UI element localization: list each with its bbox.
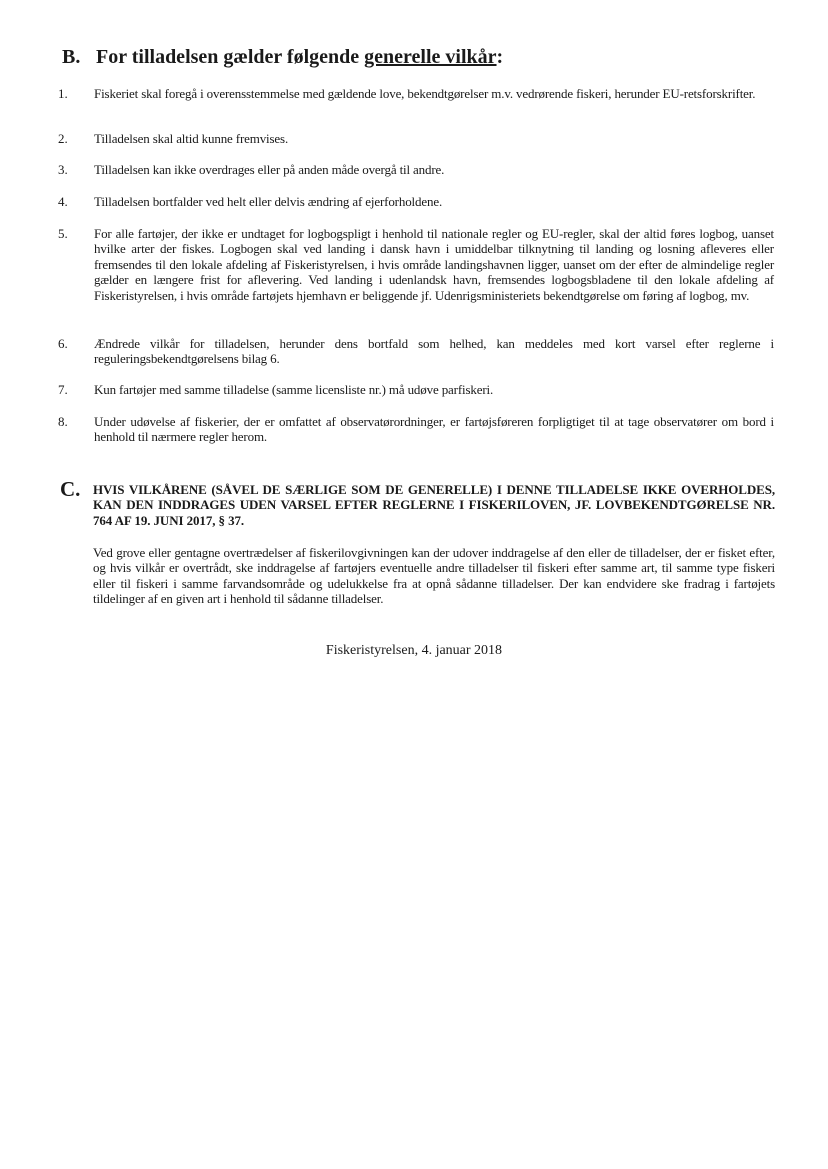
- condition-text: For alle fartøjer, der ikke er undtaget for logbogspligt i henhold til nationale regler og EU-regler, skal der altid føres logbog, uanset hvilke arter der fiskes. Logbogen skal ved landing i dansk havn i umiddelbar tilknytning til landing og losning afleveres eller fremsendes til den lokale afdeling af Fiskeristyrelsen, i hvis område landingshavnen ligger, uanset om der efter de almindelige regler gælder en længere frist for aflevering. Ved landing i udenlandsk havn, fremsendes logbogsbladene til den lokale afdeling af Fiskeristyrelsen, i hvis område fartøjets hjemhavn er beliggende jf. Udenrigsministeriets bekendtgørelse om føring af logbog, mv.: [94, 226, 774, 303]
- condition-item-7: [58, 382, 778, 397]
- section-b-heading: [62, 44, 782, 70]
- condition-text: Under udøvelse af fiskerier, der er omfattet af observatørordninger, er fartøjsføreren forpligtiget til at tage observatører om bord i henhold til nærmere regler herom.: [94, 414, 774, 445]
- condition-number: 6.: [58, 336, 68, 351]
- condition-item-3: [58, 162, 778, 177]
- condition-item-5: [58, 226, 778, 303]
- section-c-letter: C.: [60, 477, 81, 501]
- condition-number: 1.: [58, 86, 68, 101]
- condition-text: Kun fartøjer med samme tilladelse (samme licensliste nr.) må udøve parfiskeri.: [94, 382, 494, 397]
- condition-item-2: [58, 131, 778, 146]
- condition-text: Tilladelsen kan ikke overdrages eller på anden måde overgå til andre.: [94, 162, 445, 177]
- condition-item-1: [58, 86, 778, 101]
- condition-number: 7.: [58, 382, 68, 397]
- condition-text: Tilladelsen skal altid kunne fremvises.: [94, 131, 289, 146]
- section-c-heading: HVIS VILKÅRENE (SÅVEL DE SÆRLIGE SOM DE GENERELLE) I DENNE TILLADELSE IKKE OVERHOLDES, KAN DEN INDDRAGES UDEN VARSEL EFTER REGLERNE I FISKERILOVEN, JF. LOVBEKENDTGØRELSE NR. 764 AF 19. JUNI 2017, § 37.: [93, 482, 775, 528]
- section-b-heading-prefix: For tilladelsen gælder følgende: [96, 46, 365, 68]
- condition-text: Fiskeriet skal foregå i overensstemmelse med gældende love, bekendtgørelser m.v. vedrørende fiskeri, herunder EU-retsforskrifter.: [94, 86, 756, 101]
- condition-text: Ændrede vilkår for tilladelsen, herunder dens bortfald som helhed, kan meddeles med kort varsel efter reglerne i reguleringsbekendtgørelsens bilag 6.: [94, 336, 774, 367]
- condition-item-8: [58, 414, 778, 445]
- section-b-letter: B.: [62, 46, 81, 68]
- condition-number: 8.: [58, 414, 68, 429]
- condition-item-4: [58, 194, 778, 209]
- condition-number: 4.: [58, 194, 68, 209]
- condition-item-6: [58, 336, 778, 367]
- condition-text: Tilladelsen bortfalder ved helt eller delvis ændring af ejerforholdene.: [94, 194, 443, 209]
- section-b-heading-underlined: generelle vilkår: [364, 46, 497, 68]
- condition-number: 5.: [58, 226, 68, 241]
- condition-number: 2.: [58, 131, 68, 146]
- section-b-heading-suffix: :: [496, 46, 504, 68]
- condition-number: 3.: [58, 162, 68, 177]
- section-c-body: Ved grove eller gentagne overtrædelser af fiskerilovgivningen kan der udover inddragelse af den eller de tilladelser, der er fisket efter, og hvis vilkår er overtrådt, ske inddragelse af fartøjers eventuelle andre tilladelser til fiskeri efter samme art, til samme type fiskeri eller til fiskeri i samme farvandsområde og udelukkelse fra at opnå sådanne tilladelser. Der kan endvidere ske fradrag i fartøjets tildelinger af en given art i henhold til sådanne tilladelser.: [93, 545, 775, 607]
- signature-line: Fiskeristyrelsen, 4. januar 2018: [325, 643, 503, 658]
